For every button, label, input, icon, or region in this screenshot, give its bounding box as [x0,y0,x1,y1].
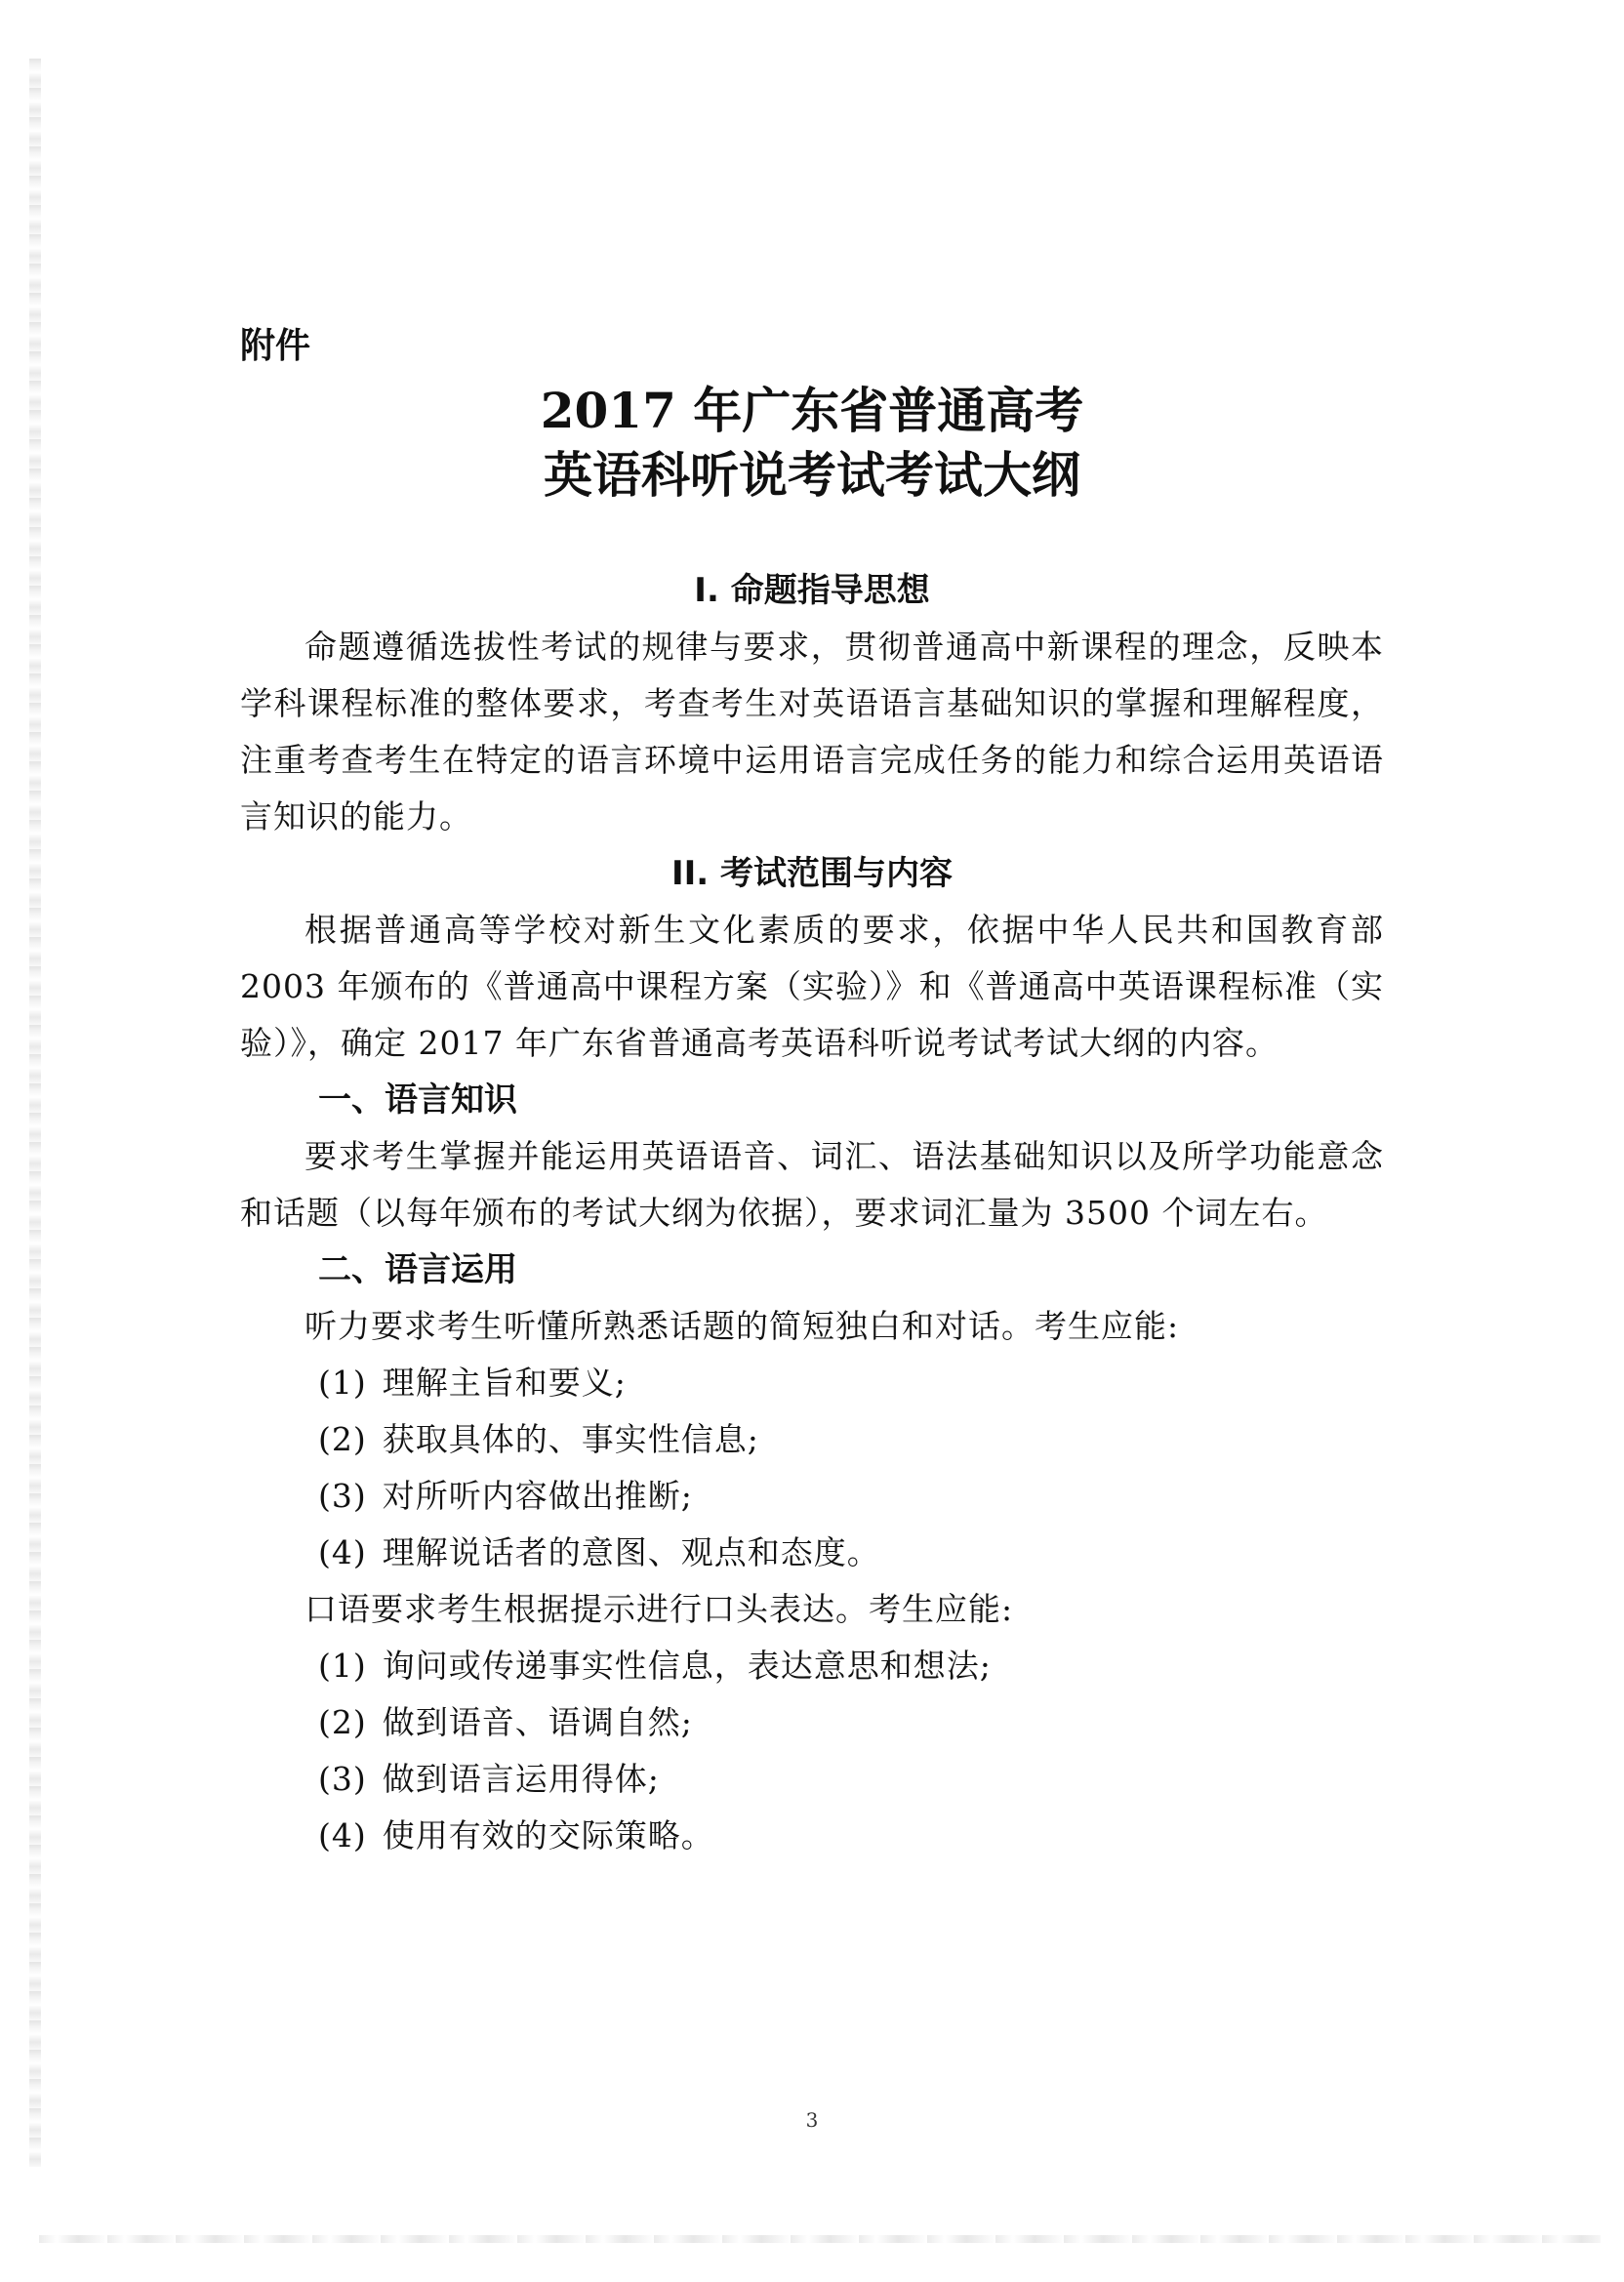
part-1-heading: 一、语言知识 [318,1080,517,1120]
list-item: (4) 理解说话者的意图、观点和态度。 [318,1533,880,1571]
document-page [240,322,1384,1864]
section-1-paragraph: 命题遵循选拔性考试的规律与要求，贯彻普通高中新课程的理念，反映本学科课程标准的整体要求，考查考生对英语语言基础知识的掌握和理解程度，注重考查考生在特定的语言环境中运用语言完成任务的能力和综合运用英语语言知识的能力。 [240,628,1384,835]
listening-intro: 听力要求考生听懂所熟悉话题的简短独白和对话。考生应能: [304,1307,1180,1345]
part-2-heading: 二、语言运用 [318,1250,517,1289]
list-item: (4) 使用有效的交际策略。 [318,1816,714,1854]
section-2-paragraph: 根据普通高等学校对新生文化素质的要求，依据中华人民共和国教育部 2003 年颁布的《普通高中课程方案（实验）》和《普通高中英语课程标准（实验）》，确定 2017 年广东省普通高考英语科听说考试考试大纲的内容。 [240,911,1384,1062]
speaking-list [240,1638,1384,1864]
scan-edge-artifact [29,59,41,2167]
list-item: (1) 询问或传递事实性信息，表达意思和想法; [318,1647,992,1685]
list-item: (3) 对所听内容做出推断; [318,1477,693,1515]
section-1-heading: I. 命题指导思想 [694,571,930,610]
scan-bottom-artifact [39,2235,1601,2243]
part-1-paragraph: 要求考生掌握并能运用英语语音、词汇、语法基础知识以及所学功能意念和话题（以每年颁布的考试大纲为依据），要求词汇量为 3500 个词左右。 [240,1137,1384,1232]
title-line-1: 2017 年广东省普通高考 [540,382,1084,439]
attachment-label: 附件 [240,326,311,366]
section-2-heading: II. 考试范围与内容 [670,854,954,893]
speaking-intro: 口语要求考生根据提示进行口头表达。考生应能: [304,1590,1014,1628]
list-item: (1) 理解主旨和要义; [318,1364,627,1402]
list-item: (2) 做到语音、语调自然; [318,1703,693,1741]
page-number: 3 [805,2108,819,2132]
listening-list [240,1355,1384,1581]
document-title [240,379,1384,508]
title-line-2: 英语科听说考试考试大纲 [544,446,1080,504]
list-item: (3) 做到语言运用得体; [318,1760,660,1798]
list-item: (2) 获取具体的、事实性信息; [318,1420,759,1458]
